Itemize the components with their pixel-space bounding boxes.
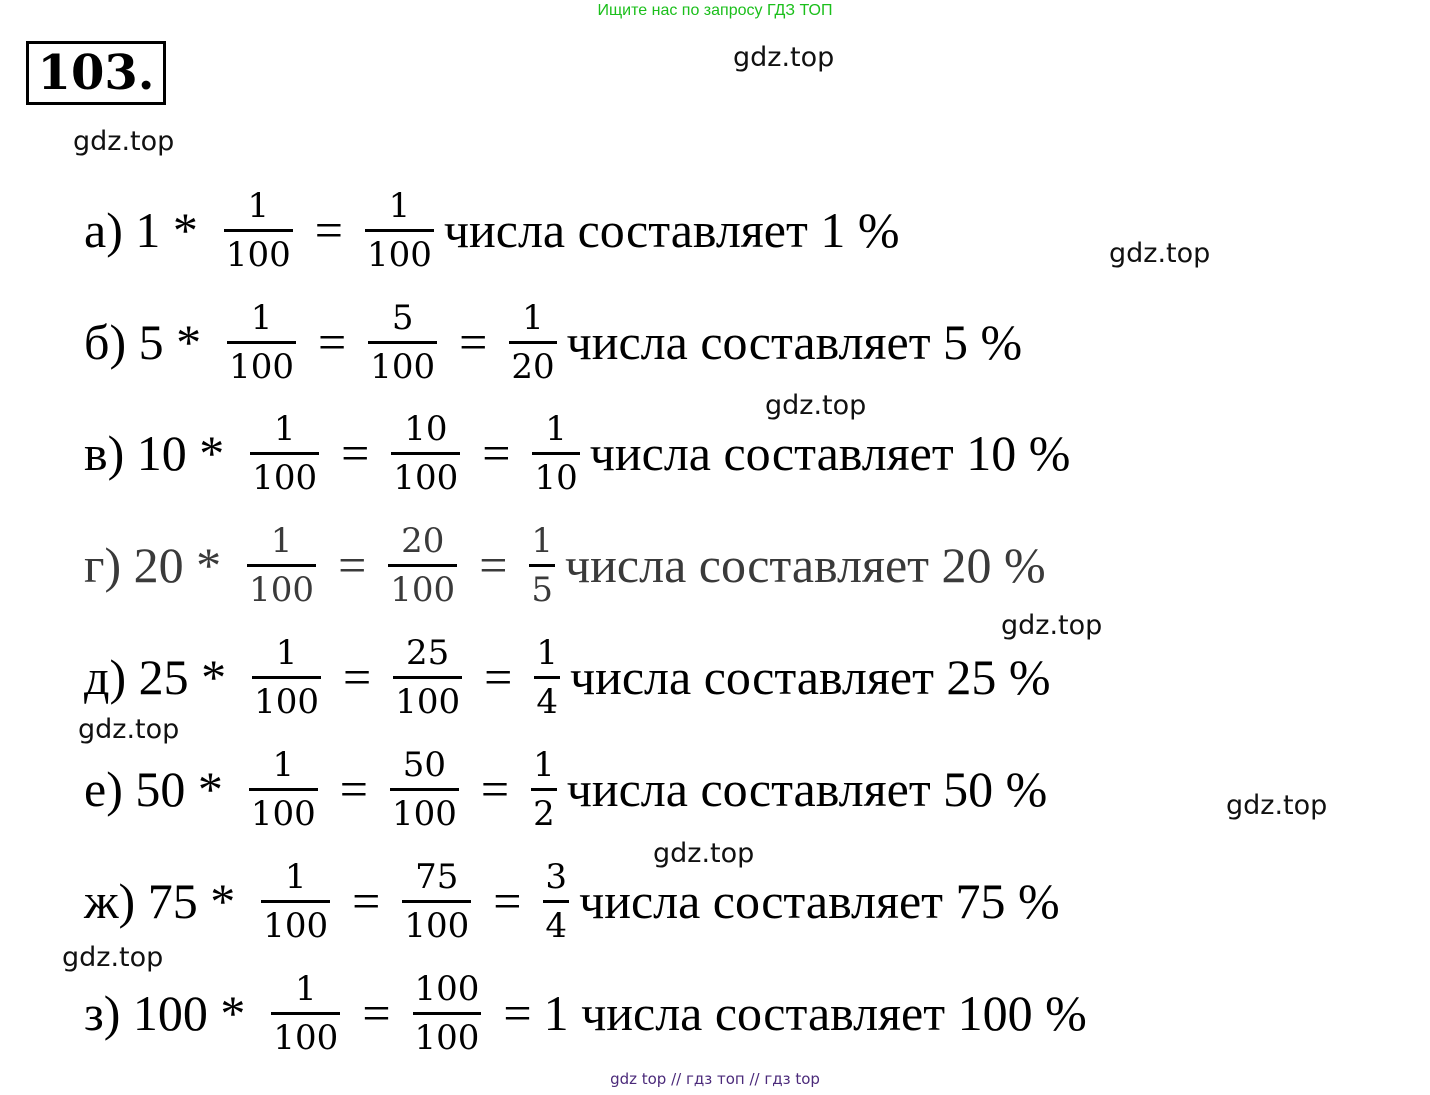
equals-sign: = [341, 425, 370, 481]
fraction-denominator: 4 [536, 681, 558, 722]
row-suffix: числа составляет 50 % [566, 761, 1048, 817]
fraction [261, 856, 330, 946]
row-prefix: з) 100 * [84, 985, 246, 1041]
problem-number: 103. [26, 41, 166, 105]
equals-sign: = [503, 985, 532, 1041]
equals-sign: = [343, 649, 372, 705]
fraction [402, 856, 471, 946]
fraction-numerator: 1 [270, 520, 293, 561]
fraction-numerator: 1 [295, 968, 317, 1009]
watermark: gdz.top [733, 42, 835, 73]
fraction-denominator: 100 [263, 905, 329, 946]
solution-row [84, 846, 1060, 956]
fraction-numerator: 1 [522, 297, 544, 338]
solution-row [84, 287, 1022, 397]
fraction-numerator: 25 [406, 632, 450, 673]
fraction-numerator: 50 [402, 744, 447, 785]
fraction-numerator: 75 [415, 856, 459, 897]
fraction-denominator: 10 [534, 457, 578, 498]
fraction [413, 968, 482, 1058]
solution-row [84, 622, 1051, 732]
watermark: gdz.top [1109, 238, 1211, 269]
row-suffix: числа составляет 20 % [565, 537, 1046, 593]
fraction [249, 744, 318, 834]
fraction-numerator: 1 [533, 744, 555, 785]
fraction [365, 185, 434, 275]
equals-sign: = [338, 537, 367, 593]
fraction-denominator: 100 [370, 346, 436, 387]
watermark: gdz.top [765, 390, 867, 421]
fraction-numerator: 10 [404, 408, 448, 449]
equals-sign: = [484, 649, 513, 705]
fraction [271, 968, 340, 1058]
fraction-numerator: 1 [545, 408, 567, 449]
watermark: gdz.top [78, 714, 180, 745]
fraction-denominator: 100 [250, 793, 316, 834]
row-prefix: а) 1 * [84, 202, 198, 258]
fraction-numerator: 1 [536, 632, 558, 673]
row-prefix: б) 5 * [84, 314, 202, 370]
fraction [534, 632, 560, 722]
row-suffix: числа составляет 10 % [589, 425, 1071, 481]
fraction-numerator: 20 [401, 520, 445, 561]
fraction [509, 297, 556, 387]
equals-sign: = [362, 985, 391, 1041]
row-suffix: числа составляет 100 % [581, 985, 1087, 1041]
row-prefix: д) 25 * [84, 649, 227, 705]
fraction [529, 520, 555, 610]
fraction-numerator: 1 [388, 185, 411, 226]
fraction [247, 520, 316, 610]
watermark: gdz.top [1226, 790, 1328, 821]
fraction [391, 408, 460, 498]
fraction [531, 744, 557, 834]
fraction-denominator: 100 [395, 681, 461, 722]
top-banner: Ищите нас по запросу ГДЗ ТОП [597, 2, 833, 19]
fraction-denominator: 100 [252, 457, 318, 498]
solution-row [84, 398, 1070, 508]
space [569, 984, 582, 1042]
row-suffix: числа составляет 25 % [569, 649, 1051, 705]
equals-sign: = [314, 202, 343, 258]
row-prefix: г) 20 * [84, 537, 222, 593]
fraction [368, 297, 437, 387]
fraction-denominator: 100 [366, 234, 432, 275]
equals-sign: = [318, 314, 347, 370]
fraction [252, 632, 321, 722]
equals-sign: = [352, 873, 381, 929]
fraction-denominator: 100 [229, 346, 294, 387]
watermark: gdz.top [1001, 610, 1103, 641]
fraction-numerator: 1 [247, 185, 270, 226]
row-suffix: числа составляет 75 % [579, 873, 1060, 929]
fraction [250, 408, 319, 498]
equals-sign: = [459, 314, 488, 370]
fraction [393, 632, 462, 722]
solution-row [84, 175, 899, 285]
row-suffix: числа составляет 5 % [566, 314, 1023, 370]
fraction-denominator: 4 [545, 905, 568, 946]
row-result: 1 [543, 985, 569, 1041]
fraction-denominator: 100 [393, 457, 459, 498]
fraction [532, 408, 579, 498]
fraction-denominator: 100 [225, 234, 291, 275]
watermark: gdz.top [653, 838, 755, 869]
fraction [543, 856, 569, 946]
fraction-numerator: 1 [284, 856, 307, 897]
fraction [224, 185, 293, 275]
fraction-denominator: 5 [531, 569, 554, 610]
fraction-denominator: 100 [404, 905, 470, 946]
fraction-numerator: 1 [272, 744, 295, 785]
fraction-denominator: 100 [391, 793, 457, 834]
fraction-numerator: 1 [250, 297, 273, 338]
fraction-numerator: 1 [531, 520, 554, 561]
fraction-denominator: 100 [273, 1017, 339, 1058]
fraction-numerator: 1 [275, 632, 298, 673]
row-prefix: е) 50 * [84, 761, 223, 817]
fraction-denominator: 20 [511, 346, 555, 387]
equals-sign: = [479, 537, 508, 593]
fraction-denominator: 100 [390, 569, 456, 610]
fraction-numerator: 100 [414, 968, 480, 1009]
watermark: gdz.top [73, 126, 175, 157]
fraction [227, 297, 296, 387]
fraction-numerator: 3 [545, 856, 568, 897]
row-prefix: в) 10 * [84, 425, 225, 481]
fraction-denominator: 2 [533, 793, 555, 834]
row-suffix: числа составляет 1 % [443, 202, 900, 258]
fraction-denominator: 100 [254, 681, 319, 722]
equals-sign: = [493, 873, 522, 929]
row-prefix: ж) 75 * [84, 873, 236, 929]
equals-sign: = [482, 425, 511, 481]
solution-row [84, 510, 1046, 620]
solution-row [84, 958, 1087, 1068]
fraction-numerator: 1 [273, 408, 296, 449]
equals-sign: = [339, 761, 368, 817]
fraction-numerator: 5 [391, 297, 414, 338]
solution-row [84, 734, 1047, 844]
fraction [388, 520, 457, 610]
footer-watermark: gdz top // гдз топ // гдз top [610, 1070, 820, 1088]
equals-sign: = [480, 761, 510, 817]
fraction-denominator: 100 [414, 1017, 480, 1058]
fraction-denominator: 100 [249, 569, 315, 610]
watermark: gdz.top [62, 942, 164, 973]
fraction [390, 744, 459, 834]
